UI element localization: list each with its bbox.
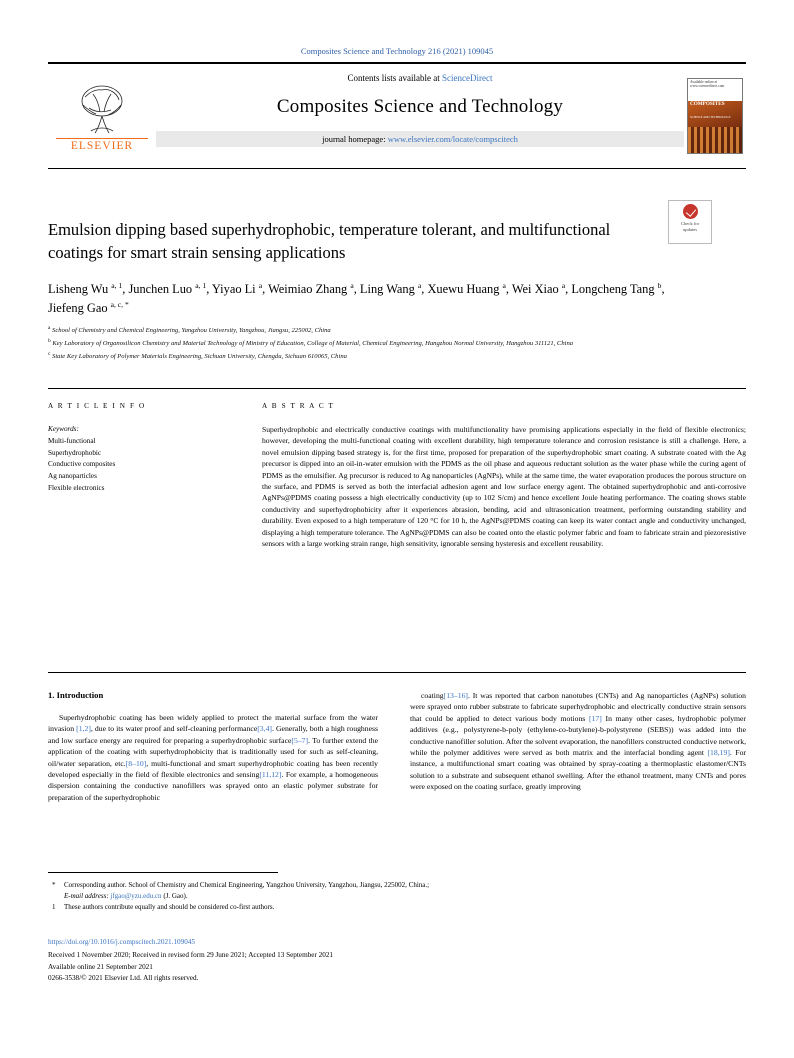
available-online-line: Available online 21 September 2021: [48, 962, 153, 971]
doi-link[interactable]: https://doi.org/10.1016/j.compscitech.2021.109045: [48, 938, 196, 946]
page-title: Emulsion dipping based superhydrophobic, temperature tolerant, and multifunctional coatings for smart strain sensing applications: [48, 220, 611, 263]
abstract-text: Superhydrophobic and electrically conductive coatings with multifunctionality have promising applications especially in the field of flexible electronics; however, developing the multi-functional coating with excellent durability, high temperature tolerance and corrosion resistance is still a challenge. Here, a novel emulsion dipping based strategy is, for the first time, proposed for preparation of the superhydrophobic smart coating. A substrate coated with the Ag precursor is dipped into an oil-in-water emulsion with the PDMS as the oil phase and aqueous reductant solution as the water phase while the curing agent of PDMS as the emulsifier. Ag precursor is reduced to Ag nanoparticles (AgNPs), while at the same time, the water evaporation produces the porous structure on the surface, and PDMS is served as both the interfacial adhesion agent and low surface energy agent. The obtained superhydrophobic and anti-corrosive AgNPs@PDMS coating possess a high electrically conductivity (up to 102 S/cm) and hence excellent Joule heating performance. The coating shows stable conductivity and superhydrophobicity after it experiences abrasion, bending, acid and ultrasonication treatment, performing outstanding stability and durability. Even exposed to a high temperature of 120 °C for 10 h, the AgNPs@PDMS coating can keep its water contact angle and conductivity unchanged, displaying a high temperature tolerance. The AgNPs@PDMS can also be coated onto the elastic polymer fabric and foam to fabricate strain and piezoresistive sensors with a large working strain range, high sensitivity, ignorable sensing hysteresis and excellent reusability.: [262, 425, 746, 548]
affiliation-line: $^b$ Key Laboratory of Organosilicon Chemistry and Material Technology of Ministry of Education, College of Material, Chemical Engineering, Hangzhou Normal University, Hangzhou 311121, China: [48, 337, 574, 348]
footnote-rule: [48, 872, 278, 873]
copyright-line: 0266-3538/© 2021 Elsevier Ltd. All rights reserved.: [48, 974, 199, 983]
cover-artwork: [688, 127, 742, 153]
intro-paragraph-right: coating[13–16]. It was reported that carbon nanotubes (CNTs) and Ag nanoparticles (AgNPs) solution were sprayed onto rubber substrate to fabricate superhydrophobic and electrically conductive strain sensors that could be applied to detect various body motions [17] In many other cases, hydrophobic polymer additives (e.g., polystyrene-b-poly (ethylene-co-butylene)-b-polystyrene (SEBS)) was added into the conductive nanofiller solution. After the solvent evaporation, the nanofillers constructed conductive network, while the polymer additives were served as both matrix and the interfacial bonding agent [18,19]. For instance, a multifunctional smart coating was obtained by spray-coating a thermoplastic elastomer/CNTs solution to a substrate and subsequent ethanol swelling. After the ethanol treatment, many CNTs and pores were exposed on the coating surface, greatly improving: [410, 691, 746, 792]
running-head: Composites Science and Technology 216 (2021) 109045: [300, 46, 494, 56]
keywords-block: [48, 424, 228, 495]
keyword-item: Ag nanoparticles: [48, 472, 97, 481]
footnote-mark-star: *: [52, 881, 56, 889]
publication-history: [48, 950, 548, 985]
footnote-equal-contribution: [48, 902, 608, 913]
abstract-heading: A B S T R A C T: [262, 402, 335, 410]
cover-title: COMPOSITES: [690, 101, 725, 107]
masthead-center: [156, 64, 684, 168]
contents-prefix: Contents lists available at: [347, 73, 442, 83]
received-line: Received 1 November 2020; Received in revised form 29 June 2021; Accepted 13 September 2021: [48, 951, 334, 959]
email-owner: (J. Gao).: [163, 892, 188, 901]
body-column-left: [48, 712, 378, 803]
info-rule-top: [48, 388, 746, 389]
affiliation-line: $^c$ State Key Laboratory of Polymer Materials Engineering, Sichuan University, Chengdu, Sichuan 610065, China: [48, 350, 347, 360]
crossmark-icon: [683, 204, 698, 219]
contents-line: [348, 73, 493, 83]
publisher-logo: [48, 64, 156, 168]
footnote-corresponding: [48, 880, 608, 902]
keywords-items: [48, 436, 228, 495]
keyword-item: Multi-functional: [48, 436, 96, 445]
journal-title: Composites Science and Technology: [276, 96, 564, 117]
homepage-prefix: journal homepage:: [322, 134, 388, 144]
journal-cover: [684, 64, 746, 168]
sciencedirect-link[interactable]: ScienceDirect: [442, 73, 493, 83]
keyword-item: Conductive composites: [48, 460, 116, 469]
email-label: E-mail address:: [64, 892, 109, 901]
crossmark-label-1: Check for: [680, 221, 700, 226]
footnote-corresponding-text: Corresponding author. School of Chemistry and Chemical Engineering, Yangzhou University, Yangzhou, Jiangsu, 225002, China.;: [64, 881, 430, 889]
crossmark-label-2: updates: [682, 226, 698, 232]
keywords-label: Keywords:: [48, 425, 79, 433]
corresponding-email-link[interactable]: jfgao@yzu.edu.cn: [110, 892, 162, 901]
journal-homepage-bar: [156, 131, 684, 147]
cover-top-text: Available online at www.sciencedirect.com: [688, 79, 742, 101]
publisher-name: ELSEVIER: [56, 138, 148, 152]
keyword-item: Flexible electronics: [48, 484, 105, 493]
elsevier-tree-icon: [71, 81, 133, 137]
cover-subtitle: SCIENCE AND TECHNOLOGY: [690, 115, 731, 119]
section-title-introduction: 1. Introduction: [48, 690, 104, 700]
footnote-equal-text: These authors contribute equally and should be considered co-first authors.: [64, 903, 275, 912]
footnote-mark-one: 1: [52, 903, 56, 912]
affiliation-line: $^a$ School of Chemistry and Chemical Engineering, Yangzhou University, Yangzhou, Jiangsu, 225002, China: [48, 325, 331, 335]
check-for-updates-badge[interactable]: [668, 200, 712, 244]
journal-masthead: [48, 62, 746, 169]
author-list: Lisheng Wu $^{a, 1}$, Junchen Luo $^{a, 1}$, Yiyao Li $^a$, Weimiao Zhang $^a$, Ling Wang $^a$, Xuewu Huang $^a$, Wei Xiao $^a$, Longcheng Tang $^b$, Jiefeng Gao $^{a, c, *}$: [48, 281, 665, 316]
info-rule-bottom: [48, 672, 746, 673]
article-info-heading: A R T I C L E I N F O: [48, 402, 146, 410]
intro-paragraph-left: Superhydrophobic coating has been widely applied to protect the material surface from the water invasion [1,2], due to its water proof and self-cleaning performance[3,4]. Generally, both a high roughness and low surface energy are required for preparing a superhydrophobic surface[5–7]. To further extend the application of the coating with superhydrophobicity that is traditionally used for such as self-cleaning, oil/water separation, etc.[8–10], multi-functional and smart superhydrophobic coating has been recently developed especially in the field of flexible electronics and sensing[11,12]. For example, a homogeneous dispersion containing the conductive nanofillers was sprayed onto an elastic polymer substrate for preparation of the superhydrophobic: [48, 713, 379, 802]
affiliation-list: [48, 324, 708, 363]
body-column-right: [410, 690, 746, 793]
homepage-link[interactable]: www.elsevier.com/locate/compscitech: [387, 134, 518, 144]
keyword-item: Superhydrophobic: [48, 448, 102, 457]
footnote-block: [48, 880, 608, 914]
